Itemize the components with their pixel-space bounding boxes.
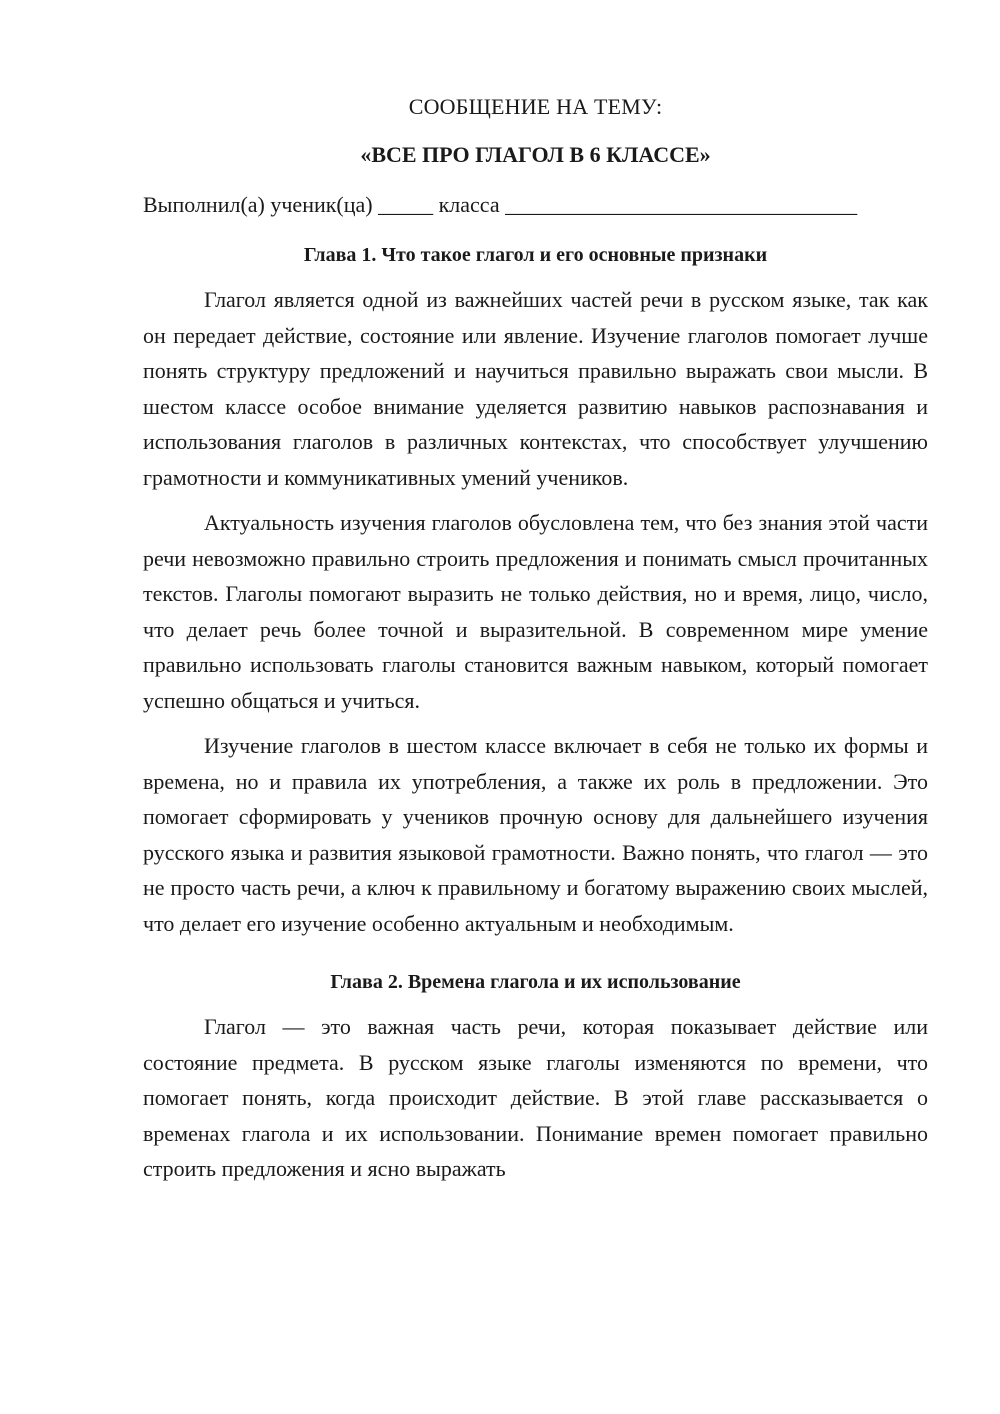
- title-line-1: СООБЩЕНИЕ НА ТЕМУ:: [408, 94, 663, 119]
- author-line: Выполнил(а) ученик(ца) _____ класса ________________________________: [143, 192, 858, 217]
- document-page: [143, 92, 928, 1197]
- paragraph: Глагол является одной из важнейших частей речи в русском языке, так как он передает действие, состояние или явление. Изучение глаголов помогает лучше понять структуру предложений и научиться правильно выражать свои мысли. В шестом классе особое внимание уделяется развитию навыков распознавания и использования глаголов в различных контекстах, что способствует улучшению грамотности и коммуникативных умений учеников.: [143, 287, 928, 490]
- chapter-2-heading: Глава 2. Времена глагола и их использование: [330, 971, 741, 993]
- paragraph: Изучение глаголов в шестом классе включает в себя не только их формы и времена, но и правила их употребления, а также их роль в предложении. Это помогает сформировать у учеников прочную основу для дальнейшего изучения русского языка и развития языковой грамотности. Важно понять, что глагол — это не просто часть речи, а ключ к правильному и богатому выражению своих мыслей, что делает его изучение особенно актуальным и необходимым.: [143, 733, 928, 936]
- paragraph: Глагол — это важная часть речи, которая показывает действие или состояние предмета. В русском языке глаголы изменяются по времени, что помогает понять, когда происходит действие. В этой главе рассказывается о временах глагола и их использовании. Понимание времен помогает правильно строить предложения и ясно выражать: [143, 1014, 928, 1181]
- chapter-1-heading: Глава 1. Что такое глагол и его основные признаки: [303, 244, 768, 266]
- title-line-2: «ВСЕ ПРО ГЛАГОЛ В 6 КЛАССЕ»: [360, 142, 711, 167]
- paragraph: Актуальность изучения глаголов обусловлена тем, что без знания этой части речи невозможно правильно строить предложения и понимать смысл прочитанных текстов. Глаголы помогают выразить не только действия, но и время, лицо, число, что делает речь более точной и выразительной. В современном мире умение правильно использовать глаголы становится важным навыком, который помогает успешно общаться и учиться.: [143, 510, 928, 713]
